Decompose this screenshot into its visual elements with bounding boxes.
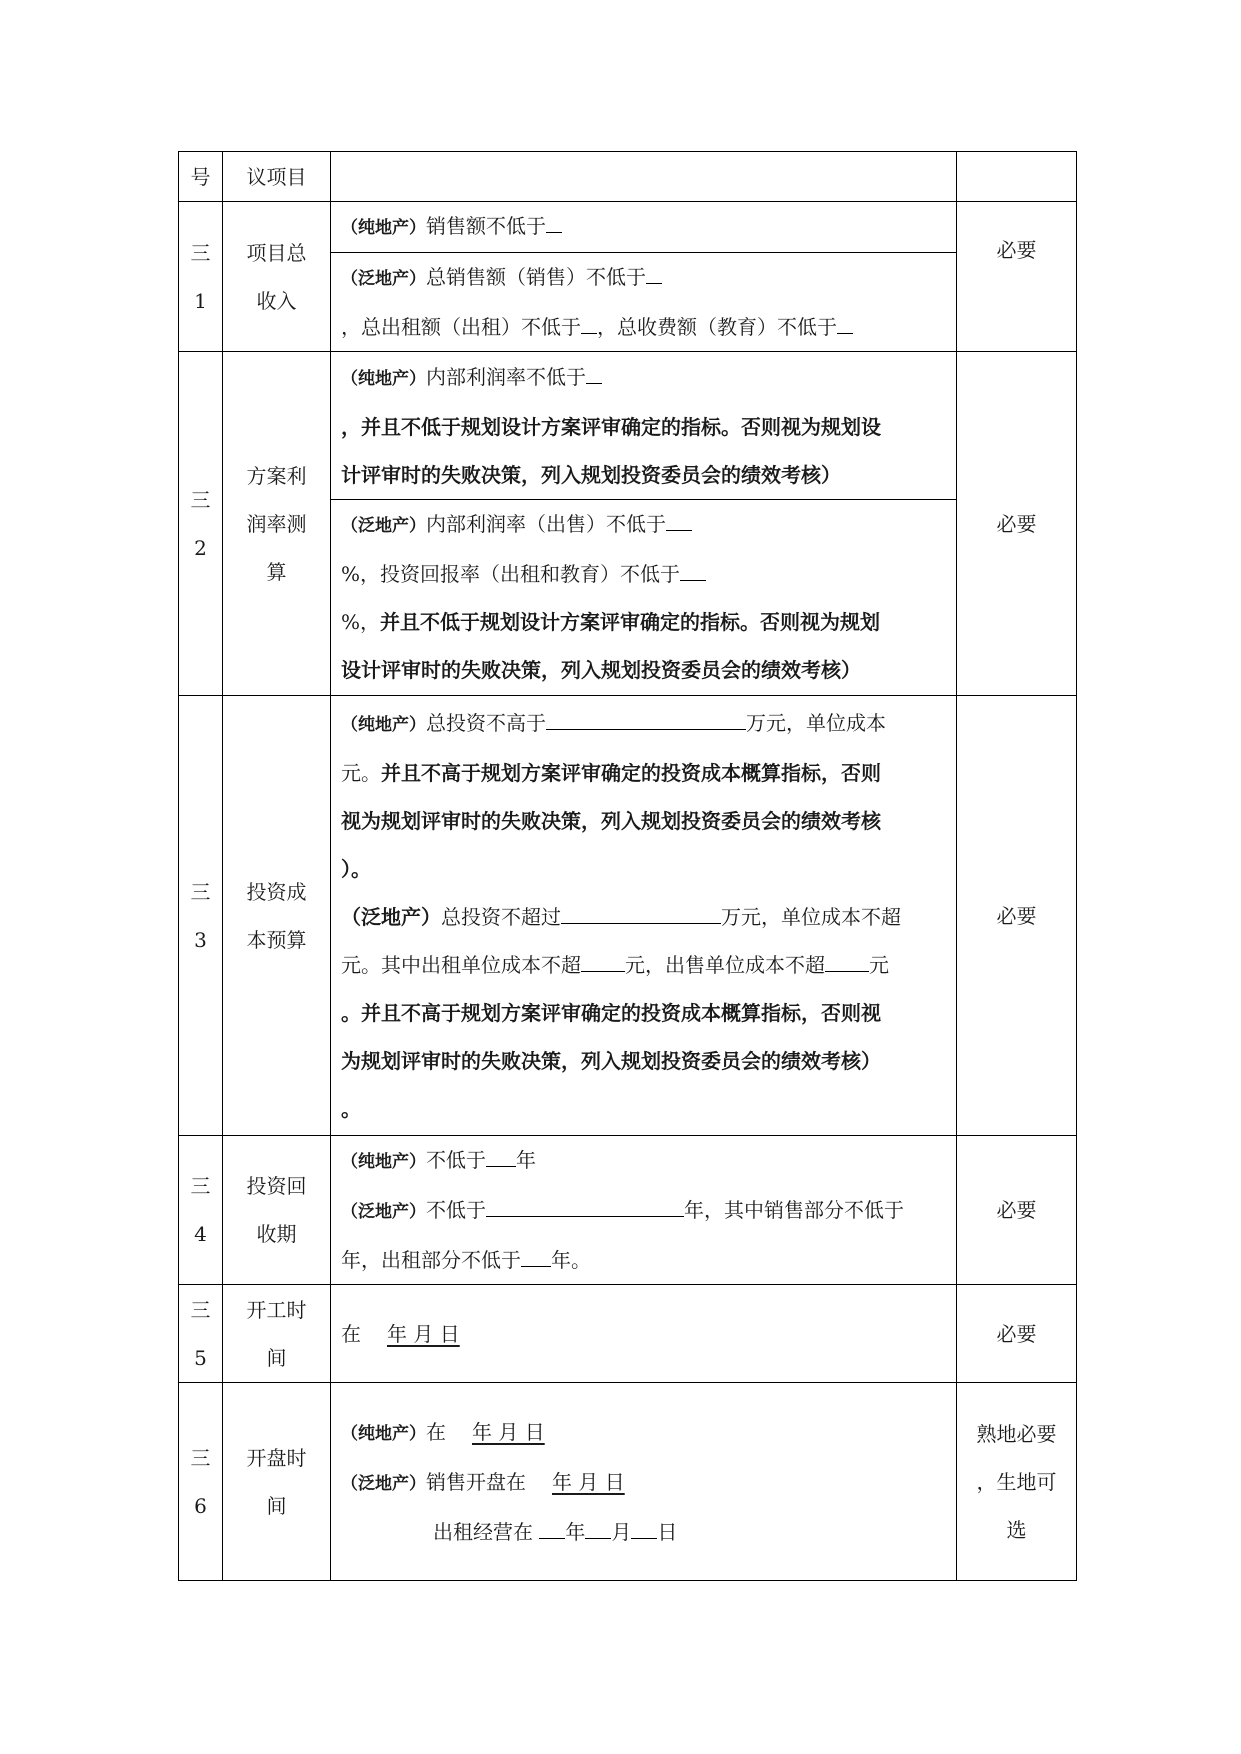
blank: [585, 1512, 611, 1539]
row-content: （纯地产）总投资不高于 万元，单位成本 元。并且不高于规划方案评审确定的投资成本概算指标，否则 视为规划评审时的失败决策，列入规划投资委员会的绩效考核 ）。 （泛地产）总投资不超过 万元，单位成本不超 元。其中出租单位成本不超 元，出售单位成本不超 元 。并且不高于规划方案评审确定的投资成本概算指标，否则视 为规划评审时的失败决策，列入规划投资委员会的绩效考核） 。: [331, 696, 957, 1136]
review-table: [178, 151, 1077, 1581]
header-req: [957, 152, 1077, 202]
row-content: 在 年 月 日: [331, 1285, 957, 1383]
row-number: 三 4: [179, 1136, 223, 1285]
blank: [561, 897, 721, 924]
blank: [825, 945, 869, 972]
header-num: 号: [179, 152, 223, 202]
blank: [586, 357, 602, 384]
pure-tag: （纯地产）: [341, 218, 426, 238]
row-requirement: 熟地必要 ，生地可 选: [957, 1383, 1077, 1581]
row-3-2: [179, 352, 1077, 696]
row-requirement: 必要: [957, 1136, 1077, 1285]
header-content: [331, 152, 957, 202]
blank: [486, 1140, 516, 1167]
row-3-6: [179, 1383, 1077, 1581]
row-number: 三 1: [179, 202, 223, 352]
blank: [539, 1512, 565, 1539]
pan-tag: （泛地产）: [341, 269, 426, 289]
row-number: 三 5: [179, 1285, 223, 1383]
row-name: 开工时 间: [223, 1285, 331, 1383]
row-content: （纯地产）销售额不低于 （泛地产）总销售额（销售）不低于 ，总出租额（出租）不低于 ，总收费额（教育）不低于: [331, 202, 957, 352]
row-requirement: 必要: [957, 202, 1077, 352]
blank: [581, 307, 597, 334]
blank: [546, 206, 562, 233]
pure-tag: （纯地产）: [341, 714, 426, 735]
blank: [631, 1512, 657, 1539]
row-3-3: [179, 696, 1077, 1136]
pure-tag: （纯地产）: [341, 1423, 426, 1444]
row-content: （纯地产）在 年 月 日 （泛地产）销售开盘在 年 月 日 出租经营在 年 月 日: [331, 1383, 957, 1581]
pan-tag: （泛地产）: [341, 516, 426, 536]
pan-tag: （泛地产）: [341, 1473, 426, 1494]
blank: [521, 1240, 551, 1267]
blank: [666, 504, 692, 531]
row-number: 三 3: [179, 696, 223, 1136]
pan-tag: （泛地产）: [341, 1202, 426, 1222]
row-name: 方案利 润率测 算: [223, 352, 331, 696]
row-name: 开盘时 间: [223, 1383, 331, 1581]
row-number: 三 2: [179, 352, 223, 696]
blank: [546, 703, 746, 730]
blank: [486, 1190, 684, 1217]
row-content: （纯地产）不低于 年 （泛地产）不低于 年，其中销售部分不低于 年，出租部分不低于 年。: [331, 1136, 957, 1285]
row-3-5: [179, 1285, 1077, 1383]
pure-tag: （纯地产）: [341, 1152, 426, 1172]
row-requirement: 必要: [957, 696, 1077, 1136]
blank: [837, 307, 853, 334]
row-content: （纯地产）内部利润率不低于 ，并且不低于规划设计方案评审确定的指标。否则视为规划设 计评审时的失败决策，列入规划投资委员会的绩效考核） （泛地产）内部利润率（出售）不低于 %，投资回报率（出租和教育）不低于 %，并且不低于规划设计方案评审确定的指标。否则视为规划 设计评审时的失败决策，列入规划投资委员会的绩效考核）: [331, 352, 957, 696]
row-name: 投资回 收期: [223, 1136, 331, 1285]
row-3-4: [179, 1136, 1077, 1285]
blank: [646, 257, 662, 284]
row-number: 三 6: [179, 1383, 223, 1581]
header-item: 议项目: [223, 152, 331, 202]
blank: [581, 945, 625, 972]
pan-tag: （泛地产）: [341, 904, 441, 929]
row-name: 投资成 本预算: [223, 696, 331, 1136]
blank: [680, 554, 706, 581]
row-3-1: [179, 202, 1077, 352]
row-name: 项目总 收入: [223, 202, 331, 352]
pure-tag: （纯地产）: [341, 369, 426, 389]
row-requirement: 必要: [957, 352, 1077, 696]
header-row: [179, 152, 1077, 202]
row-requirement: 必要: [957, 1285, 1077, 1383]
